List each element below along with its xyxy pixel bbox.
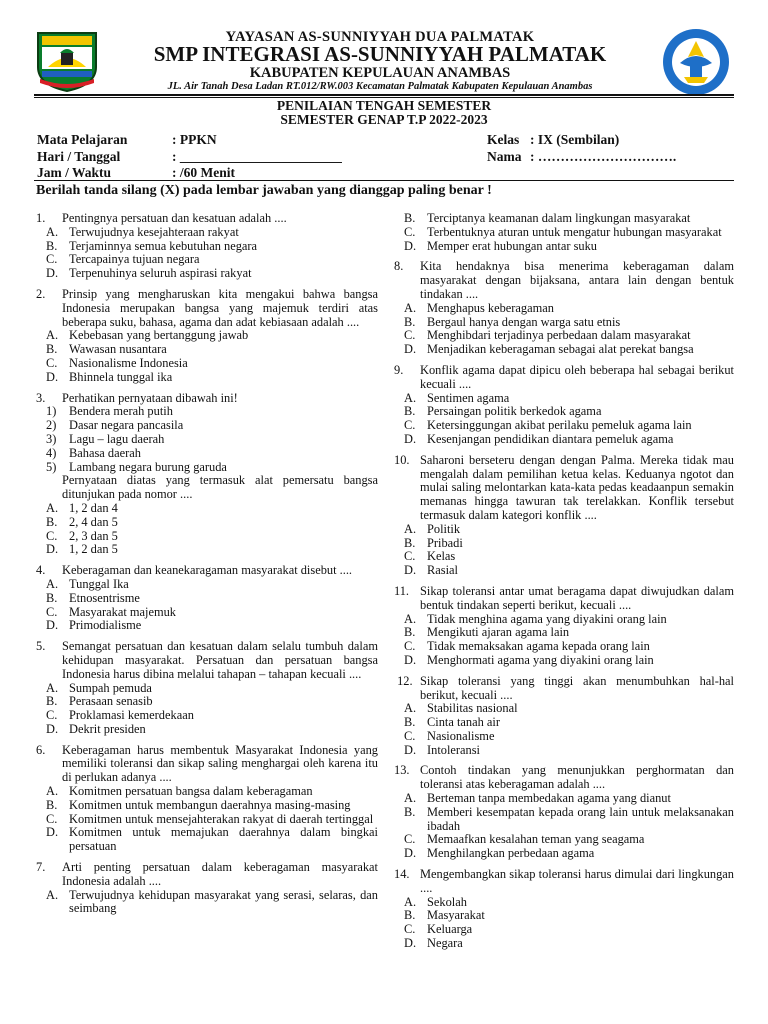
question-text-row — [394, 454, 734, 523]
answer-option — [394, 806, 734, 834]
question-number: 7. — [36, 860, 52, 875]
answer-option — [36, 543, 378, 557]
option-letter: D. — [46, 266, 59, 281]
question-text-row — [36, 288, 378, 329]
subject-label: Mata Pelajaran — [37, 132, 128, 147]
option-text: Nasionalisme — [427, 728, 495, 743]
school-logo — [34, 27, 100, 93]
tut-wuri-handayani-logo — [660, 27, 732, 97]
question-text-row — [36, 640, 378, 681]
option-text: Kebebasan yang bertanggung jawab — [69, 328, 249, 343]
option-text: Terpenuhinya seluruh aspirasi rakyat — [69, 266, 252, 281]
option-text: Ketersinggungan akibat perilaku pemeluk agama lain — [427, 418, 692, 433]
question-text: Contoh tindakan yang menunjukkan perghormatan dan toleransi atas keberagaman adalah .... — [420, 763, 734, 792]
answer-option — [36, 371, 378, 385]
answer-option — [394, 937, 734, 951]
option-letter: A. — [46, 576, 59, 591]
option-letter: C. — [46, 528, 58, 543]
option-letter: A. — [46, 784, 59, 799]
option-text: Mengikuti ajaran agama lain — [427, 625, 570, 640]
option-letter: B. — [404, 908, 416, 923]
answer-option — [36, 253, 378, 267]
question — [36, 212, 378, 281]
name-label: Nama — [487, 149, 522, 164]
question-footer: Pernyataan diatas yang termasuk alat pemersatu bangsa ditunjukan pada nomor .... — [62, 473, 378, 502]
option-text: 1, 2 dan 4 — [69, 500, 118, 515]
answer-option — [394, 343, 734, 357]
option-letter: C. — [404, 418, 416, 433]
option-text: Menghapus keberagaman — [427, 300, 554, 315]
answer-option — [36, 619, 378, 633]
option-letter: B. — [404, 211, 416, 225]
option-letter: C. — [46, 604, 58, 619]
question-text-row — [36, 861, 378, 889]
option-text: Terwujudnya kesejahteraan rakyat — [69, 224, 239, 239]
exam-semester: SEMESTER GENAP T.P 2022-2023 — [280, 112, 488, 127]
foundation-name: YAYASAN AS-SUNNIYYAH DUA PALMATAK — [225, 29, 535, 45]
option-letter: B. — [46, 590, 58, 605]
option-text: Tercapainya tujuan negara — [69, 252, 200, 267]
info-rule — [34, 180, 734, 181]
answer-option — [394, 433, 734, 447]
option-text: Tidak menghina agama yang diyakini orang lain — [427, 611, 667, 626]
answer-option — [394, 302, 734, 316]
option-letter: A. — [404, 611, 417, 626]
question-number: 13. — [394, 763, 413, 778]
question-text-row — [394, 585, 734, 613]
option-text: Menghilangkan perbedaan agama — [427, 846, 595, 861]
question — [394, 454, 734, 578]
answer-option — [394, 419, 734, 433]
question-text: Keberagaman harus membentuk Masyarakat Indonesia yang memiliki toleransi dan sikap saling menghargai oleh karena itu di perlukan adanya .... — [62, 742, 378, 785]
question — [36, 861, 378, 916]
instructions: Berilah tanda silang (X) pada lembar jawaban yang dianggap paling benar ! — [36, 183, 492, 198]
option-text: 2, 4 dan 5 — [69, 514, 118, 529]
question-text-row — [394, 260, 734, 301]
question-number: 14. — [394, 867, 413, 882]
statement-number: 3) — [46, 431, 57, 446]
question — [394, 585, 734, 668]
option-letter: B. — [404, 625, 416, 640]
question-number: 1. — [36, 211, 52, 225]
option-letter: D. — [46, 825, 59, 840]
option-text: Terjaminnya semua kebutuhan negara — [69, 238, 258, 253]
question-text: Konflik agama dapat dipicu oleh beberapa hal sebagai berikut kecuali .... — [420, 362, 734, 391]
option-text: Intoleransi — [427, 742, 480, 757]
option-text: Tunggal Ika — [69, 576, 129, 591]
option-text: Kelas — [427, 549, 456, 564]
option-letter: B. — [46, 342, 58, 357]
answer-option — [36, 530, 378, 544]
option-letter: C. — [404, 728, 416, 743]
statement-number: 4) — [46, 445, 57, 460]
option-letter: C. — [404, 922, 416, 937]
question — [394, 675, 734, 758]
question — [394, 212, 734, 253]
option-letter: C. — [46, 811, 58, 826]
time-value: : /60 Menit — [172, 165, 235, 180]
question — [36, 392, 378, 558]
option-text: Sekolah — [427, 894, 467, 909]
statement-item — [36, 461, 378, 475]
option-letter: B. — [404, 404, 416, 419]
option-text: Persaingan politik berkedok agama — [427, 404, 602, 419]
answer-option — [36, 357, 378, 371]
answer-option — [394, 392, 734, 406]
option-letter: A. — [46, 500, 59, 515]
option-letter: A. — [404, 390, 417, 405]
option-text: 1, 2 dan 5 — [69, 542, 118, 557]
answer-option — [36, 723, 378, 737]
option-letter: D. — [404, 431, 417, 446]
option-text: Menghormati agama yang diyakini orang lain — [427, 652, 654, 667]
option-text: Politik — [427, 521, 461, 536]
answer-option — [36, 799, 378, 813]
option-text: Komitmen persatuan bangsa dalam keberagaman — [69, 784, 313, 799]
option-text: Wawasan nusantara — [69, 342, 167, 357]
option-letter: C. — [404, 328, 416, 343]
answer-option — [394, 564, 734, 578]
question-number: 10. — [394, 452, 413, 467]
option-letter: B. — [404, 535, 416, 550]
option-text: Masyarakat majemuk — [69, 604, 177, 619]
answer-option — [36, 578, 378, 592]
answer-option — [36, 329, 378, 343]
option-text: Terciptanya keamanan dalam lingkungan masyarakat — [427, 211, 691, 225]
statement-number: 2) — [46, 418, 57, 433]
answer-option — [394, 909, 734, 923]
answer-option — [36, 226, 378, 240]
answer-option — [394, 626, 734, 640]
option-letter: D. — [46, 542, 59, 557]
option-letter: A. — [46, 224, 59, 239]
question-number: 9. — [394, 362, 410, 377]
question — [36, 744, 378, 854]
answer-option — [394, 329, 734, 343]
statement-text: Lambang negara burung garuda — [69, 459, 227, 474]
option-letter: D. — [404, 742, 417, 757]
question-number: 6. — [36, 742, 52, 757]
question-number: 8. — [394, 259, 410, 274]
questions-column-right — [394, 212, 734, 958]
option-text: Kesenjangan pendidikan diantara pemeluk agama — [427, 431, 674, 446]
option-text: Terbentuknya aturan untuk mengatur hubungan masyarakat — [427, 224, 722, 239]
question-text-row — [36, 392, 378, 406]
option-text: 2, 3 dan 5 — [69, 528, 118, 543]
answer-option — [36, 826, 378, 854]
option-letter: B. — [404, 715, 416, 730]
option-text: Rasial — [427, 563, 458, 578]
statement-text: Lagu – lagu daerah — [69, 431, 165, 446]
question-text: Prinsip yang mengharuskan kita mengakui bahwa bangsa Indonesia merupakan bangsa yang majemuk terdiri atas beberapa suku, bahasa, agama dan adat kebiasaan adalah .... — [62, 286, 378, 329]
option-text: Stabilitas nasional — [427, 701, 518, 716]
question-text: Kita hendaknya bisa menerima keberagaman dalam masyarakat dengan bijaksana, antara lain dengan bentuk tindakan .... — [420, 259, 734, 301]
question-text: Saharoni berseteru dengan dengan Palma. Mereka tidak mau mengalah dalam pemilihan ketua kelas. Keduanya ngotot dan mulai saling melontarkan kata-kata pedas keadaanpun semakin memanas hingga tawuran tak terelakkan. Konflik tersebut termasuk dalam kategori konflik .... — [420, 452, 734, 522]
question-text: Sikap toleransi antar umat beragama dapat diwujudkan dalam bentuk tindakan seperti berikut, kecuali .... — [420, 583, 734, 612]
question-text: Sikap toleransi yang tinggi akan menumbuhkan hal-hal berikut, kecuali .... — [420, 673, 734, 702]
question — [394, 764, 734, 861]
question-text: Arti penting persatuan dalam keberagaman masyarakat Indonesia adalah .... — [62, 860, 378, 888]
option-letter: C. — [46, 252, 58, 267]
option-text: Komitmen untuk membangun daerahnya masing-masing — [69, 797, 351, 812]
option-letter: A. — [46, 887, 59, 902]
question-number: 2. — [36, 286, 52, 301]
answer-option — [36, 889, 378, 917]
option-text: Proklamasi kemerdekaan — [69, 708, 194, 723]
answer-option — [36, 240, 378, 254]
question-text-row — [36, 212, 378, 226]
option-letter: D. — [404, 563, 417, 578]
option-text: Cinta tanah air — [427, 715, 500, 730]
option-text: Terwujudnya kehidupan masyarakat yang serasi, selaras, dan seimbang — [69, 887, 378, 916]
option-text: Komitmen untuk memajukan daerahnya dalam bingkai persatuan — [69, 825, 378, 854]
question — [36, 640, 378, 737]
option-letter: C. — [404, 832, 416, 847]
statement-item — [36, 419, 378, 433]
option-text: Memaafkan kesalahan teman yang seagama — [427, 832, 645, 847]
answer-option — [394, 212, 734, 226]
question-text-row — [36, 564, 378, 578]
questions-column-left — [36, 212, 378, 923]
question-text-row — [394, 868, 734, 896]
answer-option — [394, 550, 734, 564]
question-number: 4. — [36, 563, 52, 578]
question — [394, 260, 734, 357]
option-text: Keluarga — [427, 922, 473, 937]
option-letter: D. — [404, 342, 417, 357]
question-text-row — [36, 744, 378, 785]
option-text: Bergaul hanya dengan warga satu etnis — [427, 314, 621, 329]
statement-text: Bahasa daerah — [69, 445, 141, 460]
option-text: Sentimen agama — [427, 390, 510, 405]
question-text: Perhatikan pernyataan dibawah ini! — [62, 390, 238, 405]
statement-text: Dasar negara pancasila — [69, 418, 184, 433]
option-letter: B. — [404, 314, 416, 329]
option-letter: A. — [404, 894, 417, 909]
option-text: Memper erat hubungan antar suku — [427, 238, 597, 253]
statement-item — [36, 405, 378, 419]
question-text: Mengembangkan sikap toleransi harus dimulai dari lingkungan .... — [420, 867, 734, 895]
question-text-row — [394, 364, 734, 392]
option-text: Tidak memaksakan agama kepada orang lain — [427, 639, 650, 654]
class-label: Kelas — [487, 132, 520, 147]
school-address: JL. Air Tanah Desa Ladan RT.012/RW.003 Kecamatan Palmatak Kabupaten Kepulauan Anambas — [167, 81, 593, 92]
option-text: Masyarakat — [427, 908, 485, 923]
date-label: Hari / Tanggal — [37, 149, 121, 164]
question-number: 5. — [36, 639, 52, 654]
option-letter: B. — [404, 804, 416, 819]
answer-option — [36, 709, 378, 723]
option-letter: A. — [46, 680, 59, 695]
option-letter: D. — [404, 238, 417, 253]
answer-option — [36, 343, 378, 357]
option-letter: A. — [404, 701, 417, 716]
option-letter: B. — [46, 514, 58, 529]
option-text: Sumpah pemuda — [69, 680, 152, 695]
option-text: Memberi kesempatan kepada orang lain untuk melaksanakan ibadah — [427, 804, 734, 833]
answer-option — [394, 523, 734, 537]
answer-option — [394, 226, 734, 240]
question-number: 11. — [394, 583, 413, 598]
statement-item — [36, 433, 378, 447]
answer-option — [36, 267, 378, 281]
option-text: Etnosentrisme — [69, 590, 140, 605]
option-text: Primodialisme — [69, 618, 142, 633]
question — [394, 364, 734, 447]
statement-number: 1) — [46, 404, 57, 419]
option-text: Pribadi — [427, 535, 463, 550]
option-letter: D. — [404, 652, 417, 667]
question-text: Semangat persatuan dan kesatuan dalam selalu tumbuh dalam kehidupan masyarakat. Persatuan dan persatuan bangsa Indonesia harus dibina melalui tahapan – tahapan kecuali .... — [62, 639, 378, 681]
option-letter: C. — [46, 355, 58, 370]
answer-option — [394, 833, 734, 847]
question-text: Pentingnya persatuan dan kesatuan adalah .... — [62, 211, 287, 225]
answer-option — [394, 792, 734, 806]
answer-option — [36, 516, 378, 530]
answer-option — [394, 716, 734, 730]
answer-option — [394, 923, 734, 937]
option-letter: D. — [46, 721, 59, 736]
option-text: Menghibdari terjadinya perbedaan dalam masyarakat — [427, 328, 691, 343]
question-number: 3. — [36, 390, 52, 405]
exam-title: PENILAIAN TENGAH SEMESTER — [276, 98, 492, 113]
answer-option — [36, 606, 378, 620]
answer-option — [394, 316, 734, 330]
question-text-row — [394, 764, 734, 792]
answer-option — [394, 537, 734, 551]
answer-option — [394, 405, 734, 419]
answer-option — [394, 640, 734, 654]
answer-option — [394, 654, 734, 668]
statement-item — [36, 447, 378, 461]
option-letter: A. — [404, 791, 417, 806]
question-text-row — [394, 675, 734, 703]
answer-option — [394, 744, 734, 758]
statement-text: Bendera merah putih — [69, 404, 173, 419]
option-text: Komitmen untuk mensejahterakan rakyat di daerah tertinggal — [69, 811, 374, 826]
option-letter: B. — [46, 797, 58, 812]
option-letter: D. — [46, 618, 59, 633]
answer-option — [394, 613, 734, 627]
option-letter: C. — [404, 639, 416, 654]
statement-number: 5) — [46, 459, 57, 474]
option-letter: B. — [46, 694, 58, 709]
option-text: Bhinnela tunggal ika — [69, 369, 173, 384]
option-text: Negara — [427, 936, 463, 951]
option-letter: D. — [404, 936, 417, 951]
answer-option — [36, 592, 378, 606]
question — [36, 288, 378, 385]
time-label: Jam / Waktu — [37, 165, 112, 180]
question-text: Keberagaman dan keanekaragaman masyarakat disebut .... — [62, 563, 353, 578]
option-letter: C. — [404, 549, 416, 564]
answer-option — [394, 702, 734, 716]
class-value: : IX (Sembilan) — [530, 132, 620, 147]
question-number: 12. — [394, 673, 416, 688]
answer-option — [36, 785, 378, 799]
option-text: Berteman tanpa membedakan agama yang dianut — [427, 791, 671, 806]
option-letter: C. — [404, 224, 416, 239]
option-text: Nasionalisme Indonesia — [69, 355, 188, 370]
regency-name: KABUPATEN KEPULAUAN ANAMBAS — [249, 65, 511, 81]
answer-option — [394, 847, 734, 861]
option-letter: A. — [46, 328, 59, 343]
subject-value: : PPKN — [172, 132, 217, 147]
answer-option — [36, 502, 378, 516]
answer-option — [394, 240, 734, 254]
option-letter: C. — [46, 708, 58, 723]
option-letter: D. — [46, 369, 59, 384]
answer-option — [394, 896, 734, 910]
question — [394, 868, 734, 951]
option-text: Menjadikan keberagaman sebagai alat perekat bangsa — [427, 342, 694, 357]
answer-option — [36, 695, 378, 709]
answer-option — [36, 813, 378, 827]
question — [36, 564, 378, 633]
date-value: : ________________________ — [172, 149, 342, 164]
option-letter: B. — [46, 238, 58, 253]
school-name: SMP INTEGRASI AS-SUNNIYYAH PALMATAK — [153, 42, 607, 66]
option-text: Dekrit presiden — [69, 721, 146, 736]
option-text: Perasaan senasib — [69, 694, 153, 709]
option-letter: D. — [404, 846, 417, 861]
name-value: : …………………………. — [530, 149, 677, 164]
letterhead-rule-thick — [34, 94, 734, 96]
answer-option — [394, 730, 734, 744]
option-letter: A. — [404, 300, 417, 315]
option-letter: A. — [404, 521, 417, 536]
answer-option — [36, 682, 378, 696]
